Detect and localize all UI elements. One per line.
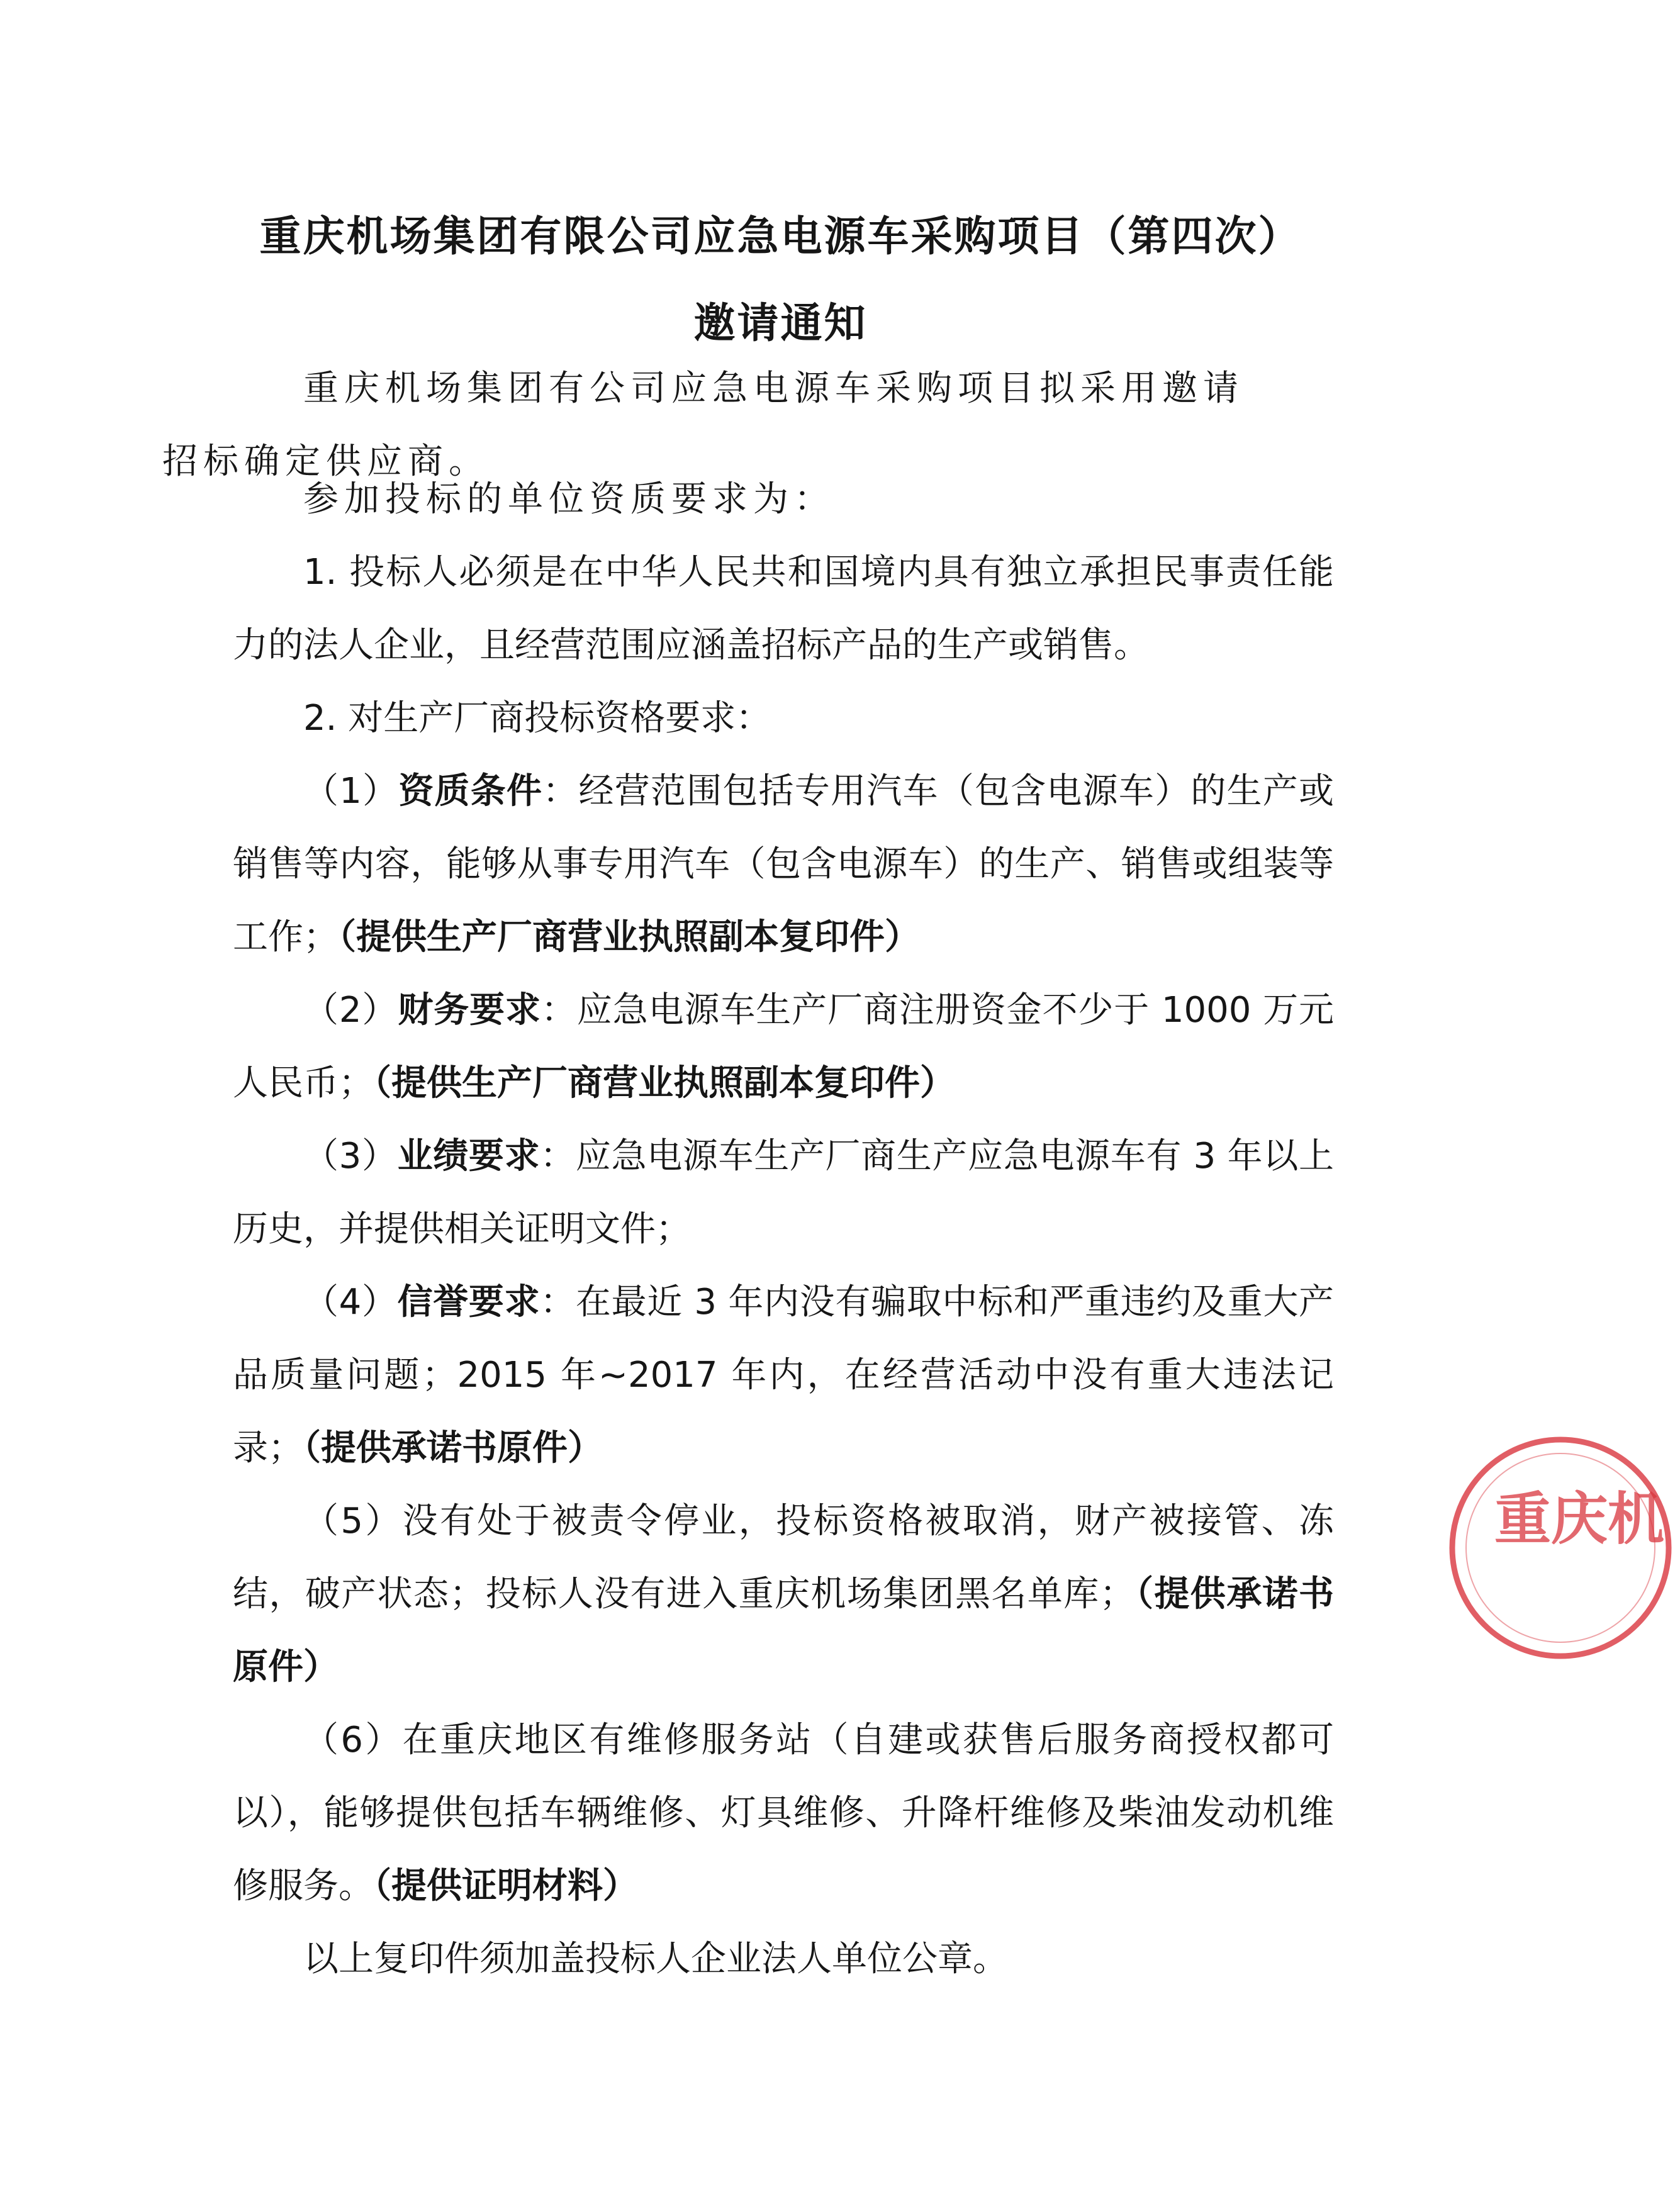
sub-item-2-num: （2） bbox=[303, 990, 398, 1031]
sub-item-1-num: （1） bbox=[303, 771, 399, 812]
sub-item-6-text: 在重庆地区有维修服务站（自建或获售后服务商授权都可以），能够提供包括车辆维修、灯具维修、升降杆维修及柴油发动机维修服务。 bbox=[233, 1720, 1334, 1906]
company-seal bbox=[1441, 1428, 1680, 1667]
item-2: 2. 对生产厂商投标资格要求： bbox=[303, 698, 771, 739]
sub-item-4-label: 信誉要求 bbox=[397, 1282, 540, 1323]
sub-item-5 bbox=[233, 1485, 1334, 1704]
sub-item-6 bbox=[233, 1704, 1334, 1923]
sub-item-1-text: ：经营范围包括专用汽车（包含电源车）的生产或销售等内容，能够从事专用汽车（包含电源车）的生产、销售或组装等工作； bbox=[233, 771, 1335, 958]
sub-item-2-text: ：应急电源车生产厂商注册资金不少于 1000 万元人民币； bbox=[233, 990, 1334, 1104]
seal-text: 重庆机 bbox=[1494, 1486, 1664, 1552]
sub-item-5-note: （提供承诺书原件） bbox=[233, 1574, 1335, 1688]
sub-item-1 bbox=[233, 755, 1334, 974]
sub-item-4-num: （4） bbox=[303, 1282, 398, 1323]
requirement-lead: 参加投标的单位资质要求为： bbox=[303, 479, 835, 520]
sub-item-3 bbox=[233, 1120, 1334, 1266]
sub-item-2 bbox=[233, 974, 1334, 1120]
intro-second-line: 招标确定供应商。 bbox=[162, 441, 490, 482]
sub-item-1-label: 资质条件 bbox=[398, 771, 543, 812]
intro-first-line: 重庆机场集团有公司应急电源车采购项目拟采用邀请 bbox=[303, 368, 1244, 409]
sub-item-4 bbox=[233, 1266, 1334, 1485]
page-title-line1: 重庆机场集团有限公司应急电源车采购项目（第四次） bbox=[259, 212, 1302, 260]
sub-item-2-label: 财务要求 bbox=[398, 990, 541, 1031]
sub-item-1-note: （提供生产厂商营业执照副本复印件） bbox=[339, 917, 920, 958]
sub-item-3-text: ：应急电源车生产厂商生产应急电源车有 3 年以上历史，并提供相关证明文件； bbox=[233, 1136, 1334, 1250]
closing-line: 以上复印件须加盖投标人企业法人单位公章。 bbox=[303, 1939, 1008, 1979]
sub-item-4-note: （提供承诺书原件） bbox=[303, 1428, 603, 1469]
item-1: 1. 投标人必须是在中华人民共和国境内具有独立承担民事责任能力的法人企业，且经营范围应涵盖招标产品的生产或销售。 bbox=[233, 552, 1334, 666]
sub-item-2-note: （提供生产厂商营业执照副本复印件） bbox=[374, 1063, 955, 1104]
page-title-line2: 邀请通知 bbox=[693, 299, 868, 347]
sub-item-4-text: ：在最近 3 年内没有骗取中标和严重违约及重大产品质量问题；2015 年~2017 年内，在经营活动中没有重大违法记录； bbox=[233, 1282, 1334, 1469]
sub-item-3-label: 业绩要求 bbox=[397, 1136, 540, 1177]
sub-item-3-num: （3） bbox=[303, 1136, 398, 1177]
sub-item-6-num: （6） bbox=[303, 1720, 403, 1761]
sub-item-5-text: 没有处于被责令停业，投标资格被取消，财产被接管、冻结，破产状态；投标人没有进入重庆机场集团黑名单库； bbox=[233, 1501, 1334, 1615]
sub-item-5-num: （5） bbox=[303, 1501, 403, 1542]
sub-item-6-note: （提供证明材料） bbox=[374, 1866, 638, 1906]
